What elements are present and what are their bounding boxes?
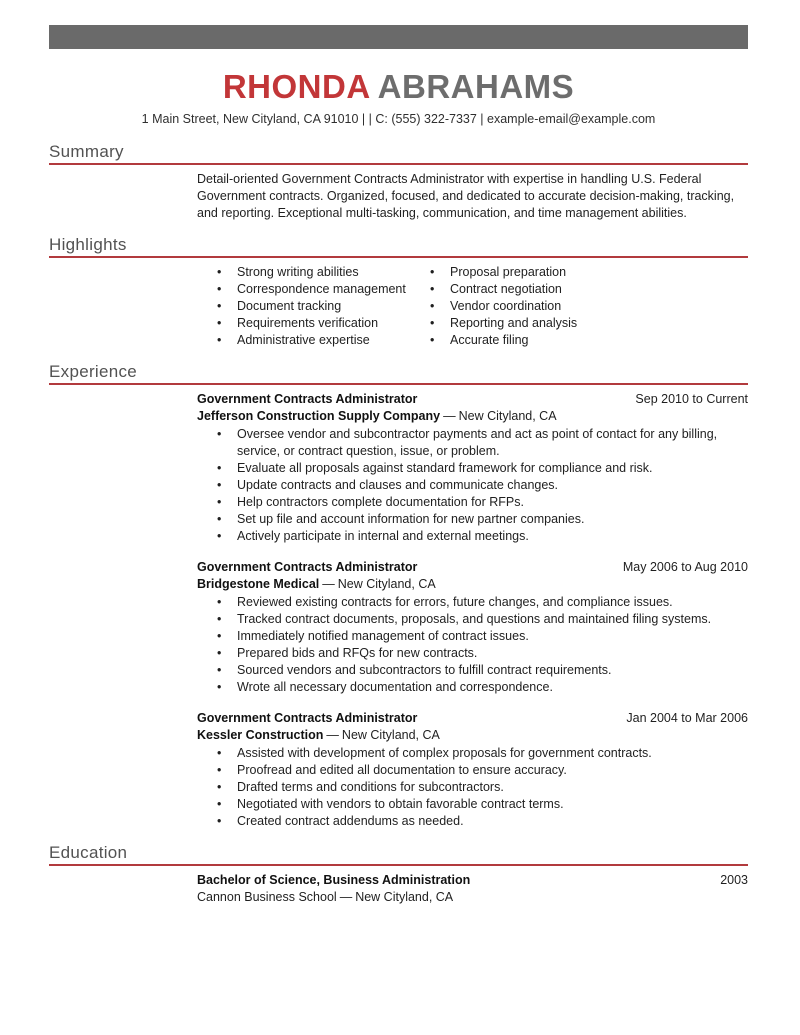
job-bullet: • Prepared bids and RFQs for new contracts. <box>197 645 748 662</box>
job-location: New Cityland, CA <box>337 576 436 591</box>
job-bullet: • Wrote all necessary documentation and correspondence. <box>197 679 748 696</box>
job-bullet: • Oversee vendor and subcontractor payments and act as point of contact for any billing, service, or contract question, issue, or problem. <box>197 426 748 460</box>
job-entry <box>197 710 748 830</box>
section-highlights <box>49 235 748 349</box>
experience-rule <box>49 383 748 385</box>
job-title: Government Contracts Administrator <box>197 559 418 574</box>
section-experience <box>49 362 748 830</box>
education-rule <box>49 864 748 866</box>
candidate-last-name: ABRAHAMS <box>377 68 575 105</box>
job-bullet-list <box>197 426 748 545</box>
job-company: Kessler Construction <box>197 727 324 742</box>
highlights-heading: Highlights <box>49 234 127 254</box>
highlights-column-2 <box>410 264 577 349</box>
candidate-name <box>49 70 748 105</box>
job-bullet: • Update contracts and clauses and communicate changes. <box>197 477 748 494</box>
highlight-item: • Reporting and analysis <box>410 315 577 332</box>
job-dates: Sep 2010 to Current <box>635 391 748 406</box>
education-year: 2003 <box>720 872 748 887</box>
job-bullet: • Set up file and account information for new partner companies. <box>197 511 748 528</box>
highlight-item: • Requirements verification <box>197 315 410 332</box>
job-title: Government Contracts Administrator <box>197 391 418 406</box>
job-location: New Cityland, CA <box>458 408 557 423</box>
summary-text: Detail-oriented Government Contracts Administrator with expertise in handling U.S. Federal Government contracts. Organized, focused, and dedicated to accurate decision-making, tracking, and reporting. Exceptional multi-tasking, communication, and time management abilities. <box>197 171 735 220</box>
education-degree: Bachelor of Science, Business Administration <box>197 872 471 887</box>
section-education <box>49 843 748 906</box>
highlight-item: • Correspondence management <box>197 281 410 298</box>
highlight-item: • Accurate filing <box>410 332 577 349</box>
highlights-rule <box>49 256 748 258</box>
job-bullet: • Actively participate in internal and external meetings. <box>197 528 748 545</box>
contact-line: 1 Main Street, New Cityland, CA 91010 | | C: (555) 322-7337 | example-email@example.com <box>141 111 656 126</box>
job-bullet: • Assisted with development of complex proposals for government contracts. <box>197 745 748 762</box>
job-bullet: • Proofread and edited all documentation to ensure accuracy. <box>197 762 748 779</box>
highlights-column-1 <box>197 264 410 349</box>
job-dates: Jan 2004 to Mar 2006 <box>626 710 748 725</box>
education-location: New Cityland, CA <box>355 889 454 904</box>
job-bullet: • Sourced vendors and subcontractors to fulfill contract requirements. <box>197 662 748 679</box>
section-summary <box>49 142 748 222</box>
highlight-item: • Vendor coordination <box>410 298 577 315</box>
job-entry <box>197 391 748 545</box>
job-company: Jefferson Construction Supply Company <box>197 408 441 423</box>
job-dates: May 2006 to Aug 2010 <box>622 559 748 574</box>
header-bar <box>49 25 748 49</box>
candidate-first-name: RHONDA <box>222 68 371 105</box>
highlight-item: • Administrative expertise <box>197 332 410 349</box>
job-bullet: • Evaluate all proposals against standard framework for compliance and risk. <box>197 460 748 477</box>
job-bullet: • Tracked contract documents, proposals, and questions and maintained filing systems. <box>197 611 748 628</box>
education-school: Cannon Business School <box>197 889 337 904</box>
dash-separator: — <box>443 408 456 423</box>
job-entry <box>197 559 748 696</box>
dash-separator: — <box>339 889 353 904</box>
job-bullet: • Help contractors complete documentation for RFPs. <box>197 494 748 511</box>
job-bullet-list <box>197 594 748 696</box>
education-heading: Education <box>49 842 128 862</box>
job-bullet: • Reviewed existing contracts for errors, future changes, and compliance issues. <box>197 594 748 611</box>
dash-separator: — <box>326 727 339 742</box>
highlight-item: • Strong writing abilities <box>197 264 410 281</box>
experience-heading: Experience <box>49 361 138 381</box>
highlight-item: • Contract negotiation <box>410 281 577 298</box>
job-title: Government Contracts Administrator <box>197 710 418 725</box>
summary-rule <box>49 163 748 165</box>
job-company: Bridgestone Medical <box>197 576 320 591</box>
highlight-item: • Document tracking <box>197 298 410 315</box>
job-bullet: • Drafted terms and conditions for subcontractors. <box>197 779 748 796</box>
highlight-item: • Proposal preparation <box>410 264 577 281</box>
dash-separator: — <box>322 576 335 591</box>
job-bullet: • Immediately notified management of contract issues. <box>197 628 748 645</box>
job-bullet: • Negotiated with vendors to obtain favorable contract terms. <box>197 796 748 813</box>
summary-heading: Summary <box>49 141 124 161</box>
job-location: New Cityland, CA <box>341 727 440 742</box>
job-bullet: • Created contract addendums as needed. <box>197 813 748 830</box>
job-bullet-list <box>197 745 748 830</box>
